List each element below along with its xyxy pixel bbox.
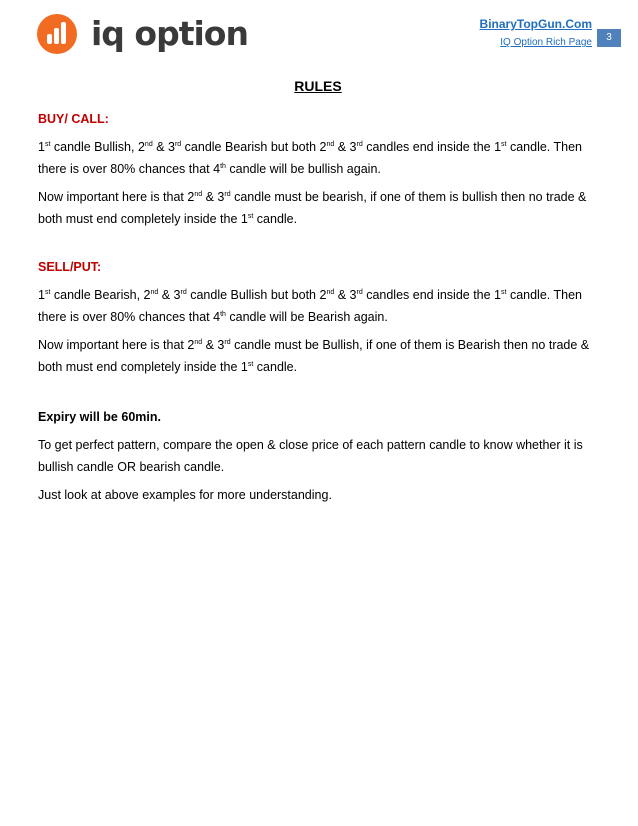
buy-rule-1: 1st candle Bullish, 2nd & 3rd candle Bearish but both 2nd & 3rd candles end inside the 1st candle. Then there is over 80% chances that 4th candle will be bullish again. bbox=[38, 140, 583, 176]
bar-chart-icon bbox=[37, 14, 77, 54]
page-header bbox=[0, 0, 638, 70]
tip-examples: Just look at above examples for more understanding. bbox=[38, 488, 332, 502]
logo-text: iq option bbox=[91, 14, 248, 53]
buy-rule-2: Now important here is that 2nd & 3rd candle must be bearish, if one of them is bullish then no trade & both must end completely inside the 1st candle. bbox=[38, 190, 587, 226]
sell-rule-1: 1st candle Bearish, 2nd & 3rd candle Bullish but both 2nd & 3rd candles end inside the 1st candle. Then there is over 80% chances that 4th candle will be Bearish again. bbox=[38, 288, 582, 324]
site-subtitle-link[interactable]: IQ Option Rich Page bbox=[500, 37, 592, 48]
sell-put-heading: SELL/PUT: bbox=[38, 260, 102, 274]
sell-rule-2: Now important here is that 2nd & 3rd candle must be Bullish, if one of them is Bearish then no trade & both must end completely inside the 1st candle. bbox=[38, 338, 590, 374]
site-link[interactable]: BinaryTopGun.Com bbox=[479, 17, 592, 31]
document-body bbox=[38, 76, 598, 512]
page-title: RULES bbox=[294, 78, 342, 94]
page-number-badge: 3 bbox=[597, 29, 621, 47]
iq-option-logo bbox=[37, 14, 248, 54]
buy-call-heading: BUY/ CALL: bbox=[38, 112, 109, 126]
site-block bbox=[480, 16, 592, 50]
tip-compare: To get perfect pattern, compare the open & close price of each pattern candle to know whether it is bullish candle OR bearish candle. bbox=[38, 438, 583, 474]
expiry-note: Expiry will be 60min. bbox=[38, 410, 161, 424]
